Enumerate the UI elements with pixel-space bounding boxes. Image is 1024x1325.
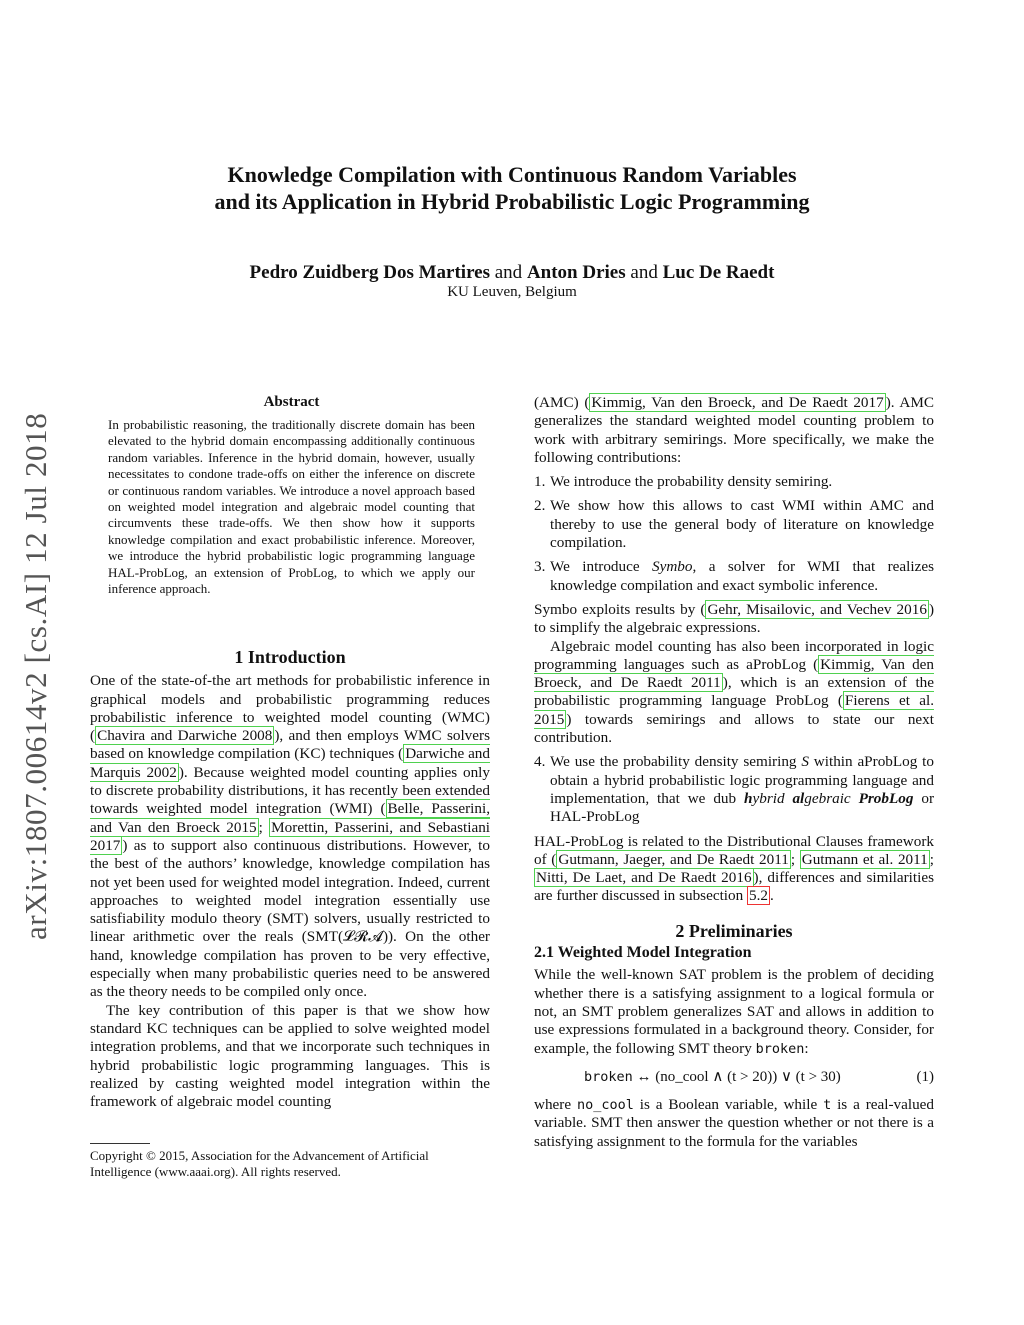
author-list <box>0 262 1024 284</box>
copyright-footnote <box>90 1143 490 1181</box>
section-heading-preliminaries: 2 Preliminaries <box>675 920 793 941</box>
contribution-list-continued <box>534 753 934 826</box>
abstract-section <box>108 394 475 597</box>
author-conjunction: and <box>494 262 523 283</box>
copyright-text: Copyright © 2015, Association for the Advancement of Artificial Intelligence (www.aaai.org). All rights reserved. <box>90 1148 429 1180</box>
equation-number: (1) <box>916 1068 934 1085</box>
citation-link[interactable]: Darwiche and Marquis 2002 <box>90 745 490 781</box>
contribution-list <box>534 473 934 595</box>
aproblog-paragraph: Algebraic model counting has also been incorporated in logic programming languages such as aProbLog ( Kimmig, Van den Broeck, and De Raedt 2011 ), which is an extension of the probabilistic programming language ProbLog ( Fierens et al. 2015 ) towards semirings and allows to state our next contribution. <box>534 637 934 747</box>
introduction-section <box>90 648 490 1111</box>
author-3: Luc De Raedt <box>662 262 775 283</box>
citation-link[interactable]: Nitti, De Laet, and De Raedt 2016 <box>536 869 752 887</box>
citation-link[interactable]: Belle, Passerini, and Van den Broeck 2015 <box>90 800 491 836</box>
citation-link[interactable]: Morettin, Passerini, and Sebastiani 2017 <box>90 818 491 854</box>
symbo-paragraph: Symbo exploits results by ( Gehr, Misailovic, and Vechev 2016 ) to simplify the algebraic expressions. <box>534 600 934 637</box>
equation-1 <box>534 1068 934 1086</box>
citation-link[interactable]: Kimmig, Van den Broeck, and De Raedt 2017 <box>591 394 884 411</box>
amc-paragraph: (AMC) ( Kimmig, Van den Broeck, and De Raedt 2017 ). AMC generalizes the standard weighted model counting problem to work with arbitrary semirings. More specifically, we make the following contributions: <box>534 394 934 466</box>
citation-link[interactable]: Gutmann, Jaeger, and De Raedt 2011 <box>558 850 789 868</box>
citation-link[interactable]: Chavira and Darwiche 2008 <box>97 727 273 745</box>
abstract-heading: Abstract <box>263 394 320 410</box>
contribution-item: 4. We use the probability density semiring S within aProbLog to obtain a hybrid probabilistic logic programming language and implementation, that we dub hybrid algebraic ProbLog or HAL-ProbLog <box>534 753 935 826</box>
author-conjunction: and <box>630 262 658 283</box>
section-reference-link[interactable]: 5.2 <box>749 887 768 905</box>
citation-link[interactable]: Gehr, Misailovic, and Vechev 2016 <box>707 600 927 618</box>
affiliation: KU Leuven, Belgium <box>447 284 577 300</box>
author-2: Anton Dries <box>526 262 626 283</box>
author-1: Pedro Zuidberg Dos Martires <box>249 262 490 283</box>
contribution-item: 2. We show how this allows to cast WMI within AMC and thereby to use the general body of literature on knowledge compilation. <box>534 497 934 552</box>
section-heading-introduction: 1 Introduction <box>234 647 346 667</box>
right-column <box>534 394 934 1151</box>
paper-title-line-1: Knowledge Compilation with Continuous Random Variables <box>227 162 797 187</box>
footnote-rule <box>90 1143 150 1144</box>
abstract-text: In probabilistic reasoning, the traditionally discrete domain has been elevated to the hybrid domain encompassing additionally continuous random variables. Inference in the hybrid domain, however, usually necessitates to condone trade-offs on either the inference on discrete or continuous random variables. We introduce a novel approach based on weighted model integration and algebraic model counting that circumvents these trade-offs. We then show how it supports knowledge compilation and exact probabilistic inference. Moreover, we introduce the hybrid probabilistic logic programming language HAL-ProbLog, an extension of ProbLog, to which we apply our inference approach. <box>108 417 475 597</box>
contribution-item: 3. We introduce Symbo, a solver for WMI that realizes knowledge compilation and exact symbolic inference. <box>534 558 934 594</box>
citation-link[interactable]: Gutmann et al. 2011 <box>801 850 928 868</box>
contribution-item: 1. We introduce the probability density semiring. <box>534 473 833 491</box>
smt-variables-paragraph: where no_cool is a Boolean variable, while t is a real-valued variable. SMT then answer the question whether or not there is a satisfying assignment to the formula for the variables <box>534 1096 934 1150</box>
subsection-heading-wmi: 2.1 Weighted Model Integration <box>534 944 752 962</box>
intro-paragraph-2: The key contribution of this paper is that we show how standard KC techniques can be applied to solve weighted model integration problems, and that we incorporate such techniques in hybrid probabilistic logic programming languages. This is realized by casting weighted model integration within the framework of algebraic model counting <box>90 1001 490 1111</box>
intro-paragraph-1: One of the state-of-the art methods for probabilistic inference in graphical models and probabilistic programming reduces probabilistic inference to weighted model counting (WMC) ( Chavira and Darwiche 2008 ), and then employs WMC solvers based on knowledge compilation (KC) techniques ( Darwiche and Marquis 2002 ). Because weighted model counting applies only to discrete probability distributions, it has recently been extended towards weighted model integration (WMI) ( Belle, Passerini, and Van den Broeck 2015 ; Morettin, Passerini, and Sebastiani 2017 ) as to support also continuous distributions. However, to the best of the authors’ knowledge, knowledge compilation has not yet been used for weighted model integration. Indeed, current approaches to weighted model integration essentially use satisfiability modulo theory (SMT) solvers, usually restricted to linear arithmetic over the reals (SMT(𝓛𝓡𝓐)). On the other hand, knowledge compilation has proven to be very effective, especially when many probabilistic queries need to be answered as the theory needs to be compiled only once. <box>90 672 491 1001</box>
smt-paragraph: While the well-known SAT problem is the problem of deciding whether there is a satisfying assignment to a logical formula or not, an SMT problem generalizes SAT and allows in addition to use expressions formulated in a background theory. Consider, for example, the following SMT theory broken: <box>534 966 934 1057</box>
hal-problog-paragraph: HAL-ProbLog is related to the Distributional Clauses framework of ( Gutmann, Jaeger, and De Raedt 2011 ; Gutmann et al. 2011 ; Nitti, De Laet, and De Raedt 2016 ), differences and similarities are further discussed in subsection 5.2 . <box>534 832 934 905</box>
equation-body: broken ↔ (no_cool ∧ (t > 20)) ∨ (t > 30) <box>584 1068 841 1085</box>
citation-link[interactable]: Kimmig, Van den Broeck, and De Raedt 2011 <box>534 655 934 692</box>
citation-link[interactable]: Fierens et al. 2015 <box>534 692 934 728</box>
arxiv-stamp: arXiv:1807.00614v2 [cs.AI] 12 Jul 2018 <box>18 412 53 940</box>
paper-title-line-2: and its Application in Hybrid Probabilistic Logic Programming <box>214 189 810 214</box>
